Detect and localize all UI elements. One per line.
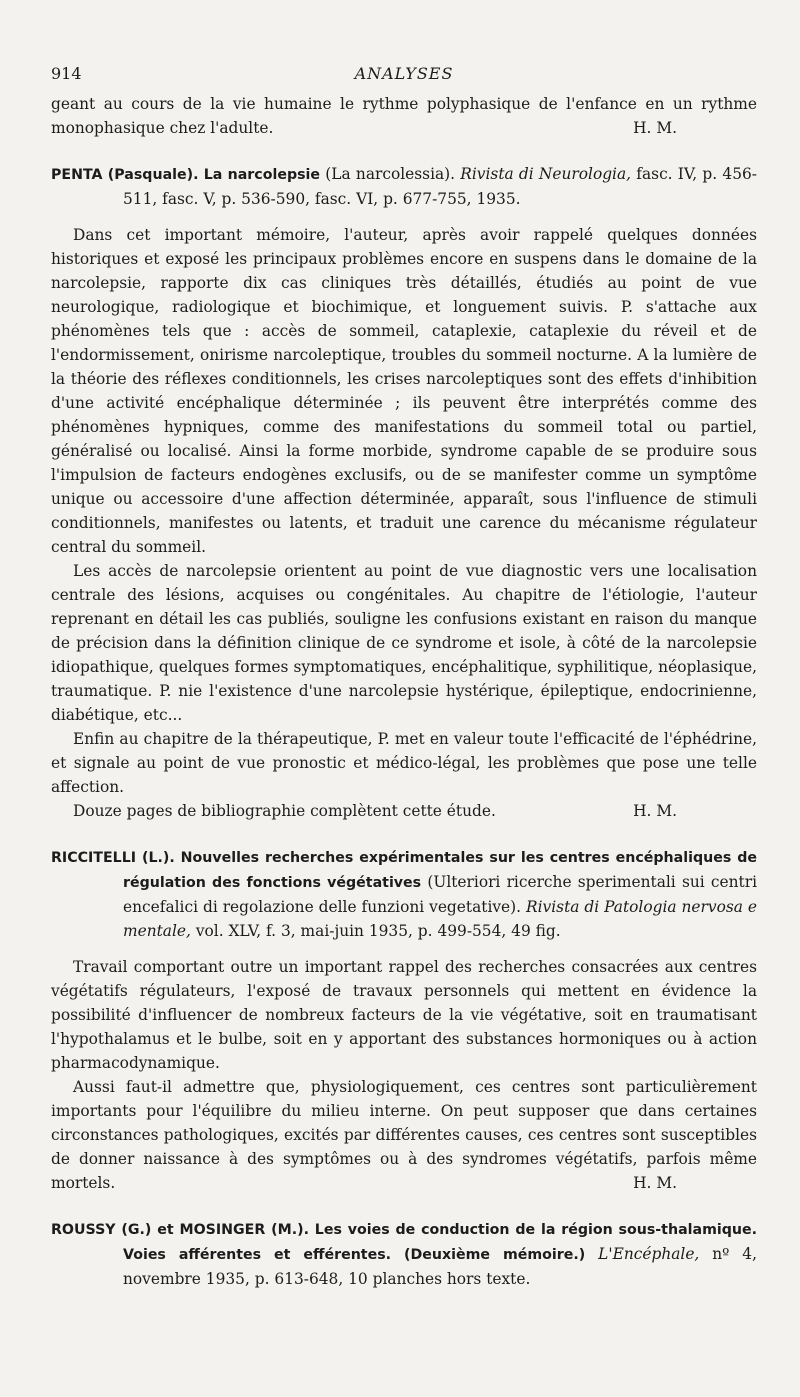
entry-author: RICCITELLI (L.). [51, 850, 175, 866]
running-title: ANALYSES [354, 64, 454, 83]
entry-signature: H. M. [633, 802, 677, 820]
entry-heading [51, 1217, 757, 1291]
entry-heading [51, 845, 757, 943]
entry-paragraph: Travail comportant outre un important rappel des recherches consacrées aux centres végétatifs régulateurs, l'exposé de travaux personnels qui mettent en évidence la possibilité d'influencer de nombreux facteurs de la vie végétative, soit en traumatisant l'hypothalamus et le bulbe, soit en y apportant des substances hormoniques ou à action pharmacodynamique. [51, 958, 757, 1072]
review-entry-roussy-mosinger [51, 1217, 757, 1291]
entry-title: Les voies de conduction de la région sous-thalamique. Voies afférentes et efférentes. (Deuxième mémoire.) [123, 1222, 757, 1263]
document-page [51, 56, 757, 1303]
entry-closing-line [51, 799, 757, 823]
entry-title: Nouvelles recherches expérimentales sur les centres encéphaliques de régulation des fonctions végétatives [123, 850, 757, 891]
entry-original-title: (La narcolessia). [325, 165, 456, 183]
entry-original-title: (Ulteriori ricerche sperimentali sui centri encefalici di regolazione delle funzioni vegetative). [123, 873, 757, 916]
entry-journal: Rivista di Neurologia, [460, 165, 632, 183]
entry-paragraph: Les accès de narcolepsie orientent au point de vue diagnostic vers une localisation centrale des lésions, acquises ou congénitales. Au chapitre de l'étiologie, l'auteur reprenant en détail les cas publiés, souligne les confusions existant en raison du manque de précision dans la définition clinique de ce syndrome et isole, à côté de la narcolepsie idiopathique, quelques formes symptomatiques, encéphalitique, syphilitique, néoplasique, traumatique. P. nie l'existence d'une narcolepsie hystérique, épileptique, endocrinienne, diabétique, etc... [51, 562, 757, 724]
entry-journal: L'Encéphale, [598, 1245, 700, 1263]
page-header [51, 56, 757, 92]
entry-reference: fasc. IV, p. 456-511, fasc. V, p. 536-590, fasc. VI, p. 677-755, 1935. [123, 165, 757, 208]
review-entry-penta [51, 162, 757, 823]
entry-reference: vol. XLV, f. 3, mai-juin 1935, p. 499-554, 49 fig. [195, 922, 561, 940]
entry-paragraph: Dans cet important mémoire, l'auteur, après avoir rappelé quelques données historiques et exposé les principaux problèmes encore en suspens dans le domaine de la narcolepsie, rapporte dix cas cliniques très détaillés, étudiés au point de vue neurologique, radiologique et biochimique, et longuement suivis. P. s'attache aux phénomènes tels que : accès de sommeil, cataplexie, cataplexie du réveil et de l'endormissement, onirisme narcoleptique, troubles du sommeil nocturne. A la lumière de la théorie des réflexes conditionnels, les crises narcoleptiques sont des effets d'inhibition d'une activité encéphalique déterminée ; ils peuvent être interprétés comme des phénomènes hypniques, comme des manifestations du sommeil total ou partiel, généralisé ou localisé. Ainsi la forme morbide, syndrome capable de se produire sous l'impulsion de facteurs endogènes exclusifs, ou de se manifester comme un symptôme unique ou accessoire d'une affection déterminée, apparaît, sous l'influence de stimuli conditionnels, manifestes ou latents, et traduit une carence du mécanisme régulateur central du sommeil. [51, 226, 757, 556]
entry-heading [51, 162, 757, 211]
page-number: 914 [51, 64, 82, 83]
carryover-text: geant au cours de la vie humaine le rythme polyphasique de l'enfance en un rythme monophasique chez l'adulte. [51, 95, 757, 137]
entry-author: PENTA (Pasquale). [51, 167, 199, 183]
entry-title: La narcolepsie [203, 167, 321, 183]
carryover-signature: H. M. [633, 119, 677, 137]
entry-signature: H. M. [633, 1174, 677, 1192]
entry-author: ROUSSY (G.) et MOSINGER (M.). [51, 1222, 309, 1238]
entry-paragraph: Enfin au chapitre de la thérapeutique, P. met en valeur toute l'efficacité de l'éphédrine, et signale au point de vue pronostic et médico-légal, les problèmes que pose une telle affection. [51, 730, 757, 796]
review-entry-riccitelli [51, 845, 757, 1195]
entry-journal: Rivista di Patologia nervosa e mentale, [123, 898, 757, 940]
entry-reference: nº 4, novembre 1935, p. 613-648, 10 planches hors texte. [123, 1245, 757, 1288]
carryover-block [51, 92, 757, 140]
entry-paragraph: Douze pages de bibliographie complètent cette étude. [73, 802, 496, 820]
entry-paragraph: Aussi faut-il admettre que, physiologiquement, ces centres sont particulièrement importants pour l'équilibre du milieu interne. On peut supposer que dans certaines circonstances pathologiques, excités par différentes causes, ces centres sont susceptibles de donner naissance à des symptômes ou à des syndromes végétatifs, parfois même mortels. [51, 1078, 757, 1192]
